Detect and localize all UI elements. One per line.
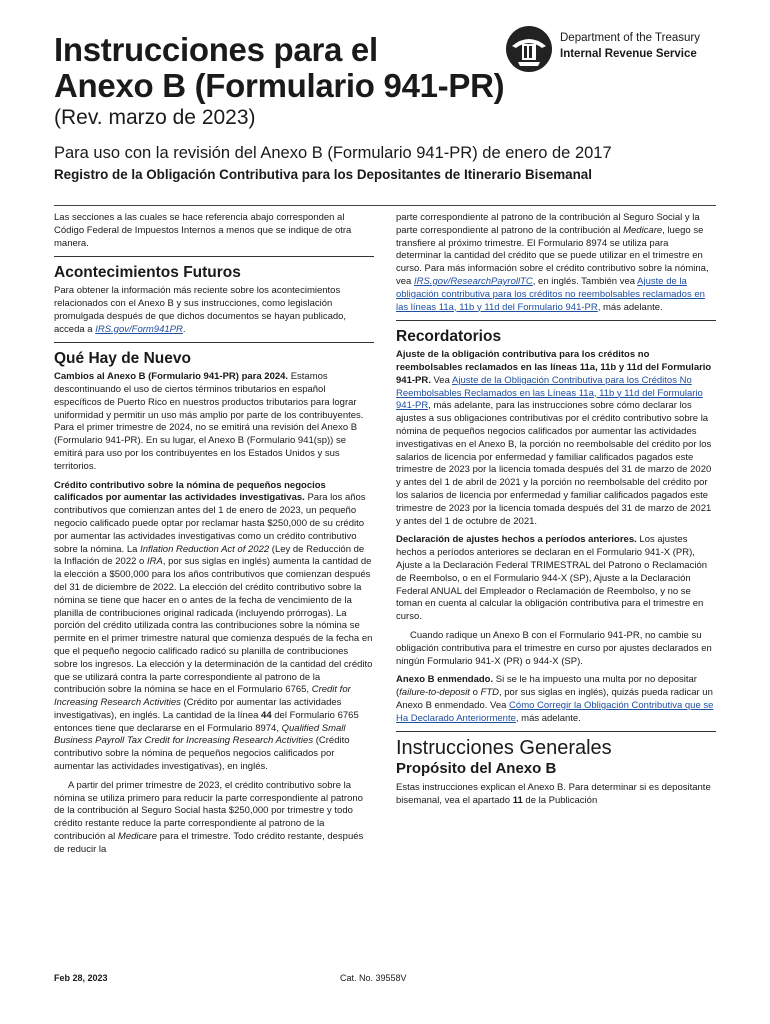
future-end: . xyxy=(182,323,186,335)
rem4-text-a: Si se le ha impuesto una multa por no depositar ( xyxy=(396,674,697,699)
title-line-2: Anexo B (Formulario 941-PR) xyxy=(54,67,505,104)
right-column xyxy=(396,212,716,814)
subtitle: Para uso con la revisión del Anexo B (Formulario 941-PR) de enero de 2017 xyxy=(54,144,612,162)
heading-general-instructions: Instrucciones Generales xyxy=(396,737,612,760)
continued-paragraph xyxy=(396,212,716,314)
new3-medicare: Medicare xyxy=(117,831,157,843)
rem4-text-c: , por sus siglas en inglés), quizás pueda radicar un Anexo B enmendado. Vea xyxy=(396,687,713,711)
heading-future-developments: Acontecimientos Futuros xyxy=(54,264,241,282)
heading-reminders: Recordatorios xyxy=(396,328,502,346)
rem1-heading: Ajuste de la obligación contributiva para los créditos no reembolsables reclamados en las líneas 11a, 11b y 11d del Formulario 941-PR. xyxy=(396,349,712,386)
intro-paragraph: Las secciones a las cuales se hace referencia abajo corresponden al Código Federal de Impuestos Internos a menos que se indique de otra manera. xyxy=(54,212,352,249)
heading-purpose: Propósito del Anexo B xyxy=(396,760,557,778)
cont-text-c: , en inglés. También vea xyxy=(532,275,636,287)
new2-cira-title: Credit for Increasing Research Activities xyxy=(54,684,351,709)
section-divider xyxy=(54,342,374,343)
rem4-text-d: , más adelante. xyxy=(515,712,581,724)
reminder-paragraph-4 xyxy=(396,674,716,725)
new2-heading: Crédito contributivo sobre la nómina de pequeños negocios calificados por aumentar las actividades investigativas. xyxy=(54,479,326,504)
new2-ira-abbr: IRA xyxy=(146,556,163,568)
cont-text-a: parte correspondiente al patrono de la contribución al Seguro Social y la parte correspondiente al patrono de la contribución al xyxy=(396,212,700,236)
new-paragraph-3 xyxy=(54,780,374,857)
new1-text: Estamos descontinuando el uso de ciertos términos tributarios en español específicos de Puerto Rico en nuestros productos tributarios para lograr uniformidad y permitir un uso más amplio por parte de los contribuyentes. Para el primer trimestre de 2024, no se emitirá una revisión del Anexo B (Formulario 941-PR). En su lugar, el Anexo B (Formulario 941(sp)) se emitirá para uso por los contribuyentes en los Estados Unidos y sus territorios. xyxy=(54,371,364,472)
adjustment-credits-link[interactable]: Ajuste de la obligación contributiva para los créditos no reembolsables reclamados en las líneas 11a, 11b y 11d del Formulario 941-PR xyxy=(396,275,705,313)
new-paragraph-1 xyxy=(54,371,374,473)
new3-end: para el trimestre. Todo crédito restante, después de reducir la xyxy=(54,831,364,855)
cont-text-b: , luego se transfiere al próximo trimestre. El Formulario 8974 se utiliza para determinar la cantidad del crédito que se puede utilizar en el trimestre en curso. Para más información sobre el crédito contributivo sobre la nómina, vea xyxy=(396,224,709,287)
heading-whats-new: Qué Hay de Nuevo xyxy=(54,350,191,368)
future-paragraph xyxy=(54,285,374,336)
section-divider xyxy=(54,256,374,257)
rem2-text: Los ajustes hechos a períodos anteriores se declaran en el Formulario 941-X (PR), Ajuste a la Declaración Federal TRIMESTRAL del Patrono o Reclamación de Reembolso, o en el Formulario 944-X (SP), Ajuste a la Declaración Federal ANUAL del Empleador o Reclamación de Reembolso, y no se toman en cuenta al calcular la obligación contributiva para el trimestre en curso. xyxy=(396,534,708,623)
new2-ira-title: Inflation Reduction Act of 2022 xyxy=(140,543,270,555)
rem4-ftd: failure-to-deposit xyxy=(399,687,470,699)
footer-cat-number: Cat. No. 39558V xyxy=(340,973,407,983)
new2-line-number: 44 xyxy=(261,709,272,721)
agency-irs: Internal Revenue Service xyxy=(560,48,697,60)
rem4-ftd-abbr: FTD xyxy=(480,687,499,699)
reminder-paragraph-1 xyxy=(396,349,716,528)
new-paragraph-2 xyxy=(54,480,374,774)
rem2-heading: Declaración de ajustes hechos a períodos anteriores. xyxy=(396,534,637,546)
form-subtitle: Registro de la Obligación Contributiva para los Depositantes de Itinerario Bisemanal xyxy=(54,167,592,182)
cont-text-d: , más adelante. xyxy=(597,301,663,313)
new2-text-b: (Ley de Reducción de la Inflación de 2022 o xyxy=(54,543,365,568)
new3-text: A partir del primer trimestre de 2023, el crédito contributivo sobre la nómina se utiliza primero para reducir la parte correspondiente al patrono de la contribución al Seguro Social hasta $250,000 por trimestre y todo crédito restante reduce la parte correspondiente al patrono de la contribución al xyxy=(54,779,363,843)
new2-text-c: , por sus siglas en inglés) aumenta la cantidad de la elección a $500,000 para los años contributivos que comienzan después del 31 de diciembre de 2022. La elección del crédito contributivo sobre la nómina se tiene que hacer en o antes de la fecha de vencimiento de la planilla de contribuciones original radicada (incluyendo prórrogas). La porción del crédito utilizada contra las contribuciones sobre la nómina se permite en el primer trimestre natural que comienza después de la fecha en que el pequeño negocio calificado radicó su planilla de contribuciones sobre los ingresos. La elección y la determinación de la cantidad del crédito que se utilizará contra la parte correspondiente al patrono de la contribución sobre la nómina se hace en el Formulario 6765, xyxy=(54,556,373,696)
cont-medicare: Medicare xyxy=(623,224,663,236)
rem1-text-b: , más adelante, para las instrucciones sobre cómo declarar los ajustes a sus obligaciones contributivas por el crédito contributivo sobre la nómina de pequeños negocios calificados por aumentar las actividades investigativas en el Anexo B, la porción no reembolsable del crédito por los salarios de licencia por enfermedad y familiar calificados pagados este trimestre de 2023 por la licencia tomada después del 31 de marzo de 2020 y antes del 1 de abril de 2021 y la porción no reembolsable del crédito por los salarios de licencia por enfermedad y familiar calificados pagados este trimestre de 2023 por la licencia tomada después del 31 de marzo de 2021 y antes del 1 de octubre de 2021. xyxy=(396,400,712,527)
purpose-section-number: 11 xyxy=(512,794,523,806)
new2-form8974-title: Qualified Small Business Payroll Tax Credit for Increasing Research Activities xyxy=(54,722,346,747)
revision-date: (Rev. marzo de 2023) xyxy=(54,106,256,129)
section-divider xyxy=(396,320,716,321)
irs-form941pr-link[interactable]: IRS.gov/Form941PR xyxy=(95,323,183,335)
reminder-paragraph-2 xyxy=(396,534,716,624)
agency-block xyxy=(560,30,700,62)
header-divider xyxy=(54,205,716,206)
rem4-heading: Anexo B enmendado. xyxy=(396,674,494,686)
future-text: Para obtener la información más reciente sobre los acontecimientos relacionados con el Anexo B y sus instrucciones, como legislación promulgada después de que dichos documentos se hayan publicado, acceda a xyxy=(54,285,347,335)
purpose-text-a: Estas instrucciones explican el Anexo B. Para determinar si es depositante bisemanal, vea el apartado xyxy=(396,782,711,806)
left-column xyxy=(54,212,374,863)
adjustment-obligation-link[interactable]: Ajuste de la Obligación Contributiva para los Créditos No Reembolsables Reclamados en las Líneas 11a, 11b y 11d del Formulario 941-PR xyxy=(396,374,703,412)
rem1-text-a: Vea xyxy=(433,374,450,386)
page-title xyxy=(54,32,524,104)
reminder-paragraph-3: Cuando radique un Anexo B con el Formulario 941-PR, no cambie su obligación contributiva para el trimestre en curso por ajustes declarados en ningún Formulario 941-X (PR) o 944-X (SP). xyxy=(396,629,712,667)
agency-department: Department of the Treasury xyxy=(560,32,700,44)
new2-text-a: Para los años contributivos que comienzan antes del 1 de enero de 2023, un pequeño negocio calificado puede optar por reclamar hasta $250,000 de su crédito por aumentar las actividades investigativas como un crédito contributivo sobre la nómina. La xyxy=(54,492,366,555)
new1-heading: Cambios al Anexo B (Formulario 941-PR) para 2024. xyxy=(54,371,289,383)
new2-text-f: (Crédito contributivo sobre la nómina de pequeños negocios calificados por aumentar las actividades investigativas), en inglés. xyxy=(54,735,350,773)
footer-date: Feb 28, 2023 xyxy=(54,973,108,983)
new2-text-e: del Formulario 6765 entonces tiene que declararse en el Formulario 8974, xyxy=(54,709,359,734)
new2-text-d: (Crédito por aumentar las actividades investigativas), en inglés. La cantidad de la línea xyxy=(54,697,342,721)
correct-liability-link[interactable]: Cómo Corregir la Obligación Contributiva que se Ha Declarado Anteriormente xyxy=(396,699,714,724)
irs-eagle-logo-icon xyxy=(504,24,554,74)
title-line-1: Instrucciones para el xyxy=(54,31,378,68)
research-payroll-tc-link[interactable]: IRS.gov/ResearchPayrollTC xyxy=(413,275,533,287)
section-divider xyxy=(396,731,716,732)
purpose-text-b: de la Publicación xyxy=(525,794,598,806)
purpose-paragraph xyxy=(396,782,716,808)
rem4-text-b: o xyxy=(472,687,478,699)
